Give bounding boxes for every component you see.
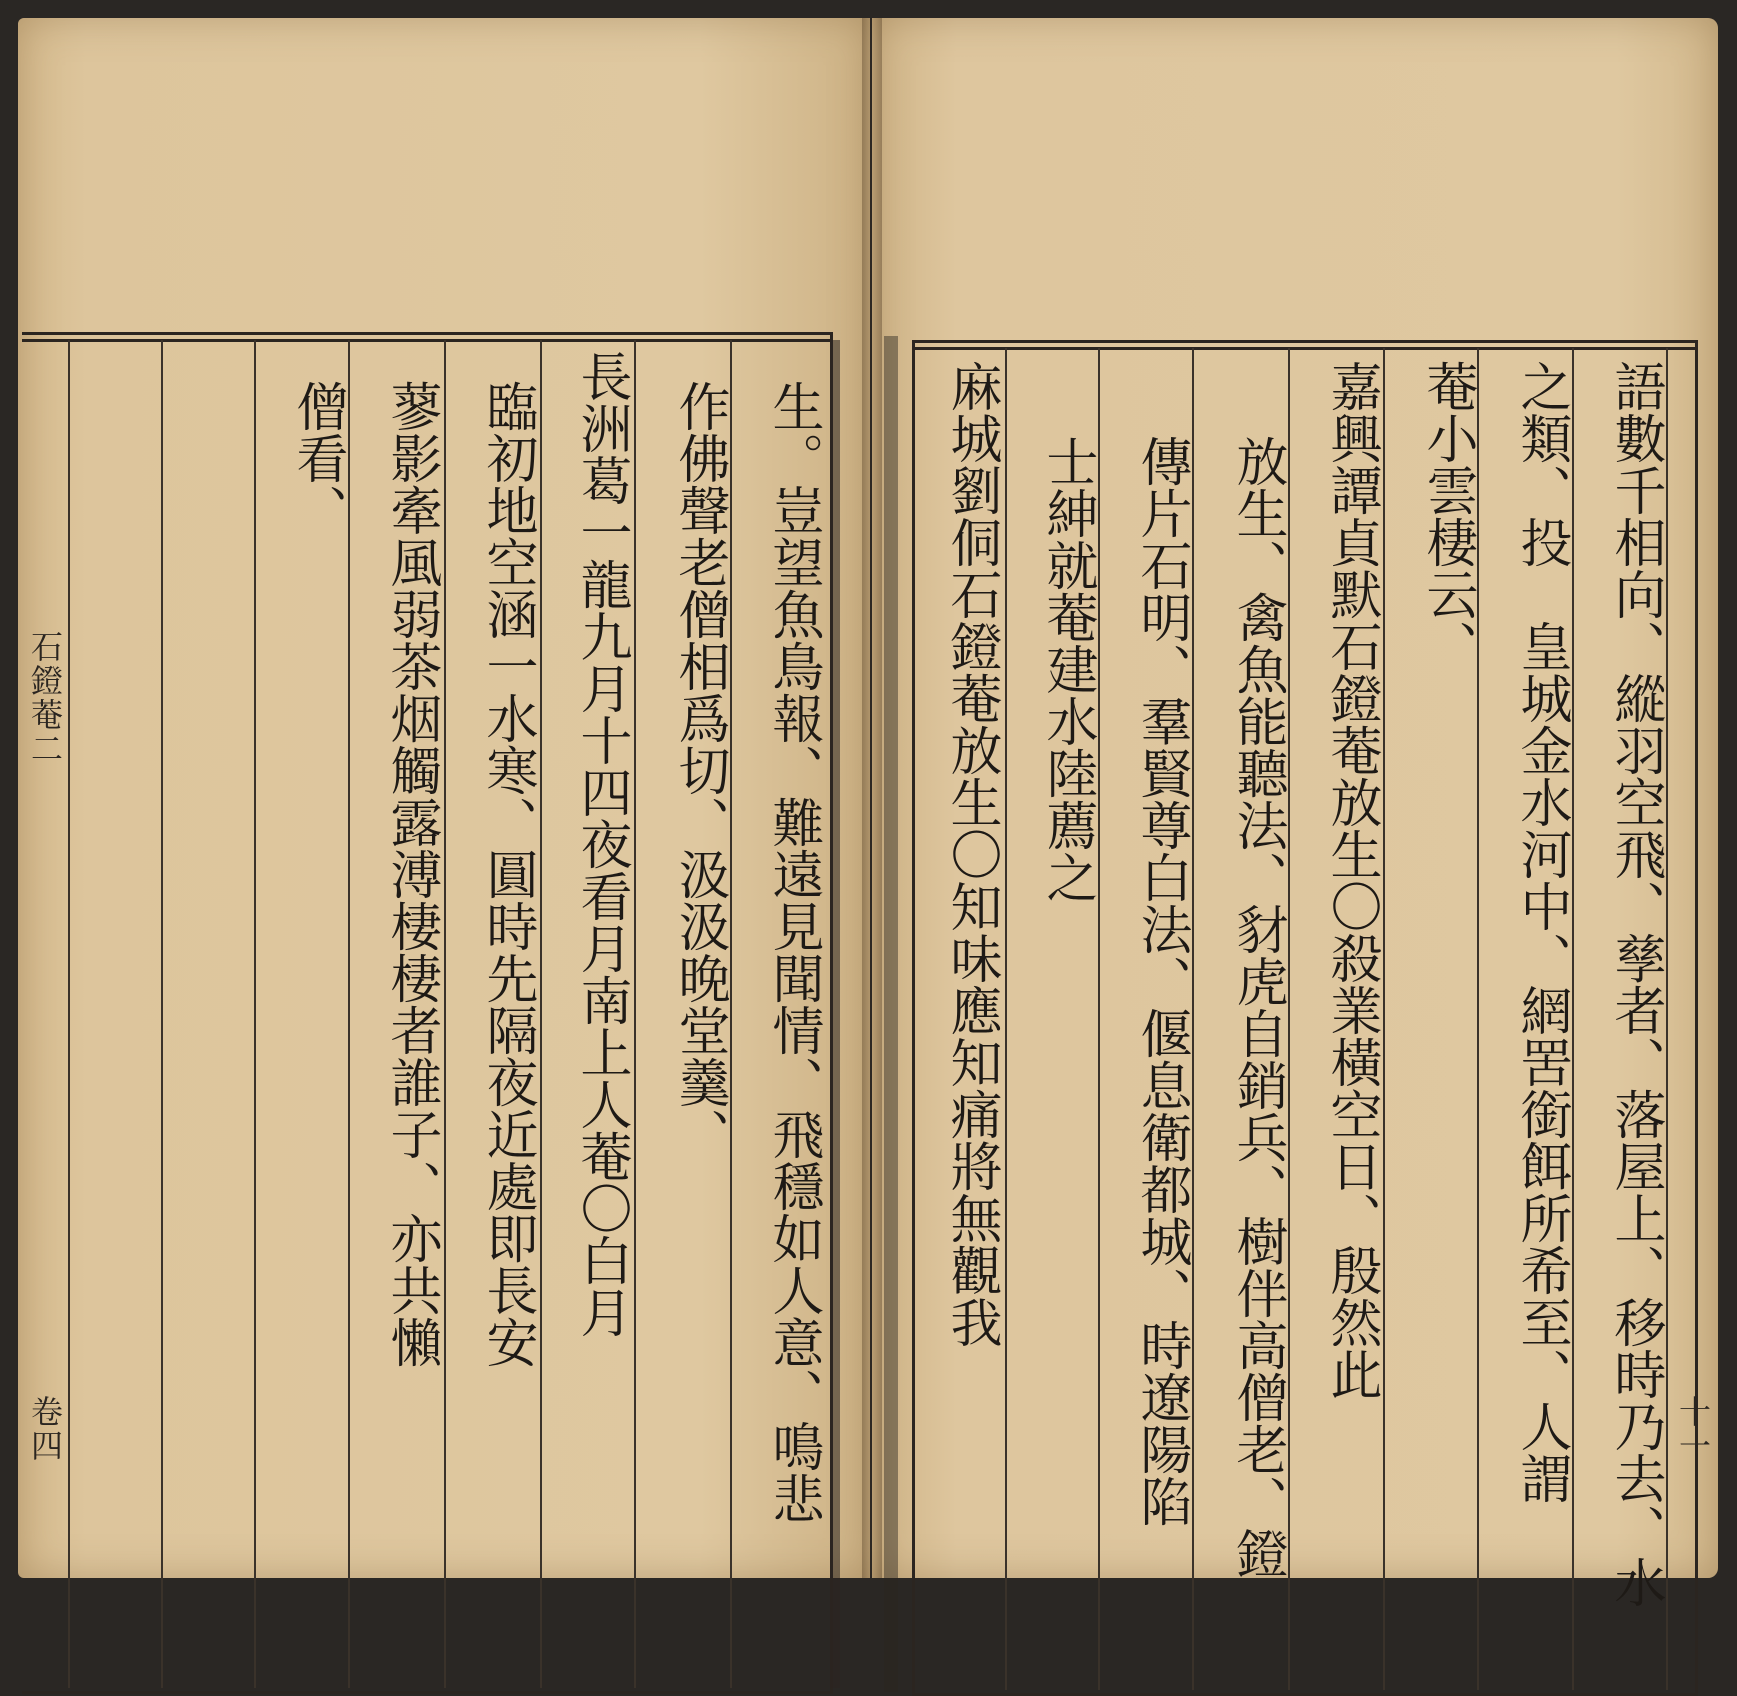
text-column-left-2: 作佛聲老僧相爲切、汲汲晚堂羹、 <box>669 380 729 1160</box>
text-column-right-4: 嘉興譚貞默石鐙菴放生〇殺業橫空日、殷然此 <box>1321 360 1381 1400</box>
text-column-left-1: 生。豈望魚鳥報、難遠見聞情、飛穩如人意、鳴悲 <box>763 380 823 1524</box>
column-rule <box>1666 348 1668 1690</box>
column-rule <box>68 340 70 1688</box>
column-rule <box>730 340 732 1688</box>
fold-volume-number: 卷四 <box>26 1395 64 1463</box>
right-block-edge <box>884 336 898 1692</box>
text-column-left-3: 長洲葛一龍九月十四夜看月南上人菴〇白月 <box>571 350 631 1338</box>
column-rule <box>1005 348 1007 1690</box>
column-rule <box>444 340 446 1688</box>
column-rule <box>254 340 256 1688</box>
column-rule <box>1572 348 1574 1690</box>
fold-page-number: 十一 <box>1674 1395 1712 1463</box>
text-column-right-8: 麻城劉侗石鐙菴放生〇知味應知痛將無觀我 <box>941 360 1001 1348</box>
column-rule <box>1383 348 1385 1690</box>
column-rule <box>1192 348 1194 1690</box>
text-column-right-2: 之類、投 皇城金水河中、網罟銜餌所希至、人謂 <box>1511 360 1571 1504</box>
text-column-left-6: 僧看、 <box>287 380 347 536</box>
column-rule <box>540 340 542 1688</box>
text-column-right-7: 士紳就菴建水陸薦之 <box>1037 435 1097 903</box>
book-gutter <box>862 18 882 1578</box>
text-column-right-6: 傳片石明、羣賢尊白法、偃息衛都城、時遼陽陷 <box>1131 435 1191 1527</box>
column-rule <box>1098 348 1100 1690</box>
column-rule <box>634 340 636 1688</box>
text-column-left-4: 臨初地空涵一水寒、圓時先隔夜近處即長安 <box>477 380 537 1368</box>
text-column-right-5: 放生、禽魚能聽法、豺虎自銷兵、樹伴高僧老、鐙 <box>1227 435 1287 1579</box>
text-column-left-5: 蓼影牽風弱茶烟觸露溥棲棲者誰子、亦共懶 <box>381 380 441 1368</box>
column-rule <box>348 340 350 1688</box>
column-rule <box>161 340 163 1688</box>
left-block-edge <box>830 340 840 1688</box>
column-rule <box>1288 348 1290 1690</box>
fold-title: 石鐙菴二 <box>26 630 64 766</box>
text-column-right-1: 語數千相向、縱羽空飛、孳者、落屋上、移時乃去、水 <box>1605 360 1665 1608</box>
text-column-right-3: 菴小雲棲云、 <box>1417 360 1477 672</box>
